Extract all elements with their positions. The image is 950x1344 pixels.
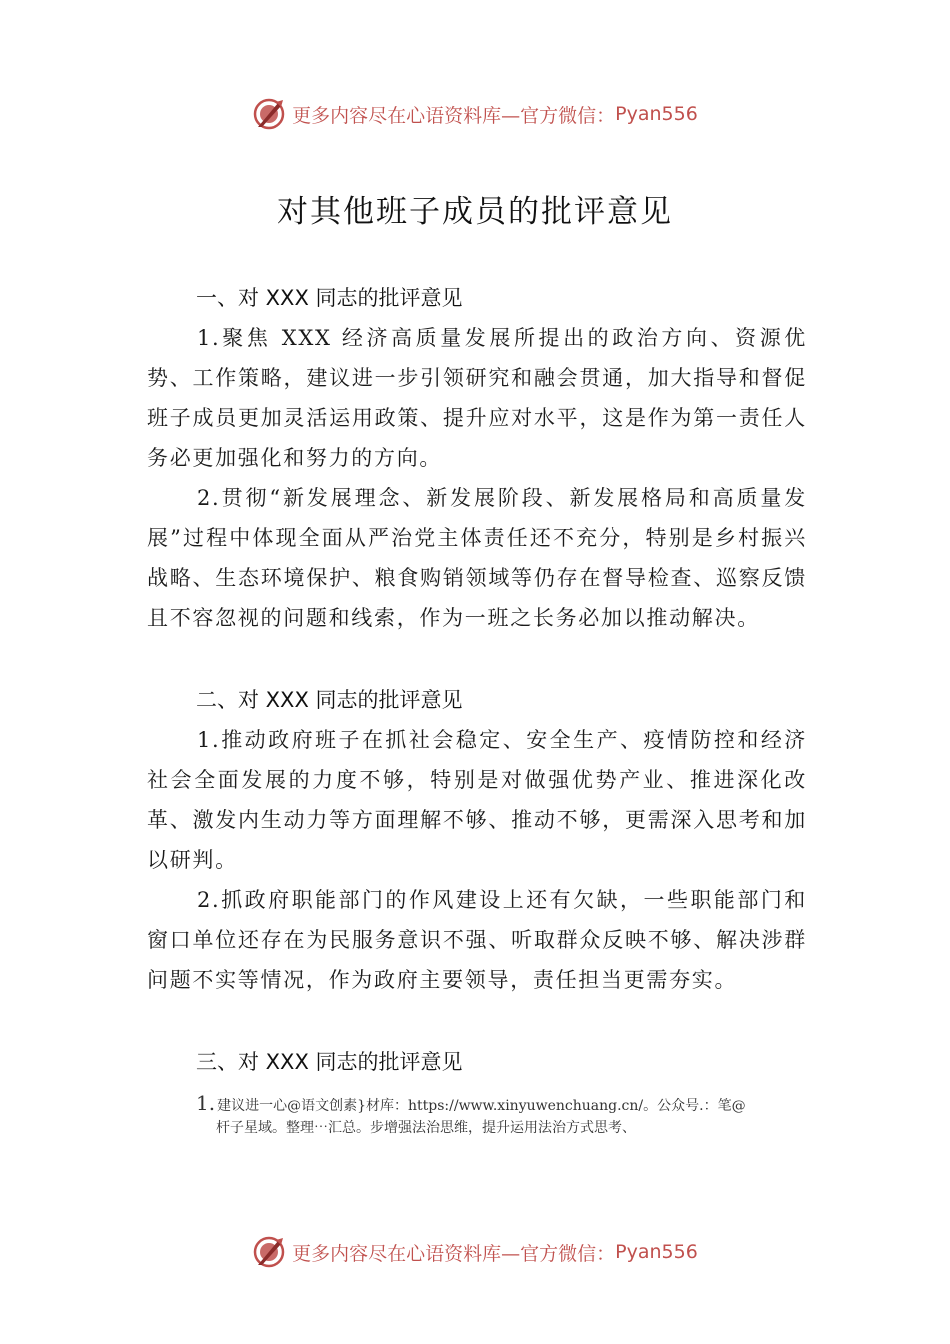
banner-text: 更多内容尽在心语资料库—官方微信：	[292, 104, 616, 127]
section-heading-1: 一、对 XXX 同志的批评意见	[196, 286, 463, 310]
footnote-line-2: 杆子星域。整理⋯汇总。步增强法治思维，提升运用法治方式思考、	[216, 1120, 636, 1136]
section-1-paragraph-2: 2.贯彻“新发展理念、新发展阶段、新发展格局和高质量发展”过程中体现全面从严治党主体责任还不充分，特别是乡村振兴战略、生态环境保护、粮食购销领域等仍存在督导检查、巡察反馈且不容忽视的问题和线索，作为一班之长务必加以推动解决。	[147, 486, 807, 630]
banner-wechat-id: Pyan556	[615, 103, 698, 125]
footnote-number: 1.	[196, 1091, 216, 1115]
footnote-text-1: 建议进一心@语文创素}材库：https://www.xinyuwenchuang.cn/。公众号.：笔@	[217, 1098, 746, 1114]
section-2-paragraph-2: 2.抓政府职能部门的作风建设上还有欠缺，一些职能部门和窗口单位还存在为民服务意识不强、听取群众反映不够、解决涉群问题不实等情况，作为政府主要领导，责任担当更需夯实。	[147, 888, 807, 992]
footer-watermark-banner	[0, 1232, 950, 1272]
quill-logo-icon	[252, 1235, 286, 1269]
header-watermark-banner	[0, 94, 950, 134]
section-2-paragraph-1: 1.推动政府班子在抓社会稳定、安全生产、疫情防控和经济社会全面发展的力度不够，特别是对做强优势产业、推进深化改革、激发内生动力等方面理解不够、推动不够，更需深入思考和加以研判。	[147, 728, 807, 872]
document-title: 对其他班子成员的批评意见	[277, 194, 673, 230]
banner-wechat-id: Pyan556	[615, 1241, 698, 1263]
footnote	[196, 1092, 836, 1139]
footnote-line-1	[196, 1092, 836, 1117]
section-heading-3: 三、对 XXX 同志的批评意见	[196, 1050, 463, 1074]
section-1-paragraph-1: 1.聚焦 XXX 经济高质量发展所提出的政治方向、资源优势、工作策略，建议进一步引领研究和融会贯通，加大指导和督促班子成员更加灵活运用政策、提升应对水平，这是作为第一责任人务必更加强化和努力的方向。	[147, 326, 807, 470]
banner-text: 更多内容尽在心语资料库—官方微信：	[292, 1242, 616, 1265]
section-heading-2: 二、对 XXX 同志的批评意见	[196, 688, 463, 712]
quill-logo-icon	[252, 97, 286, 131]
